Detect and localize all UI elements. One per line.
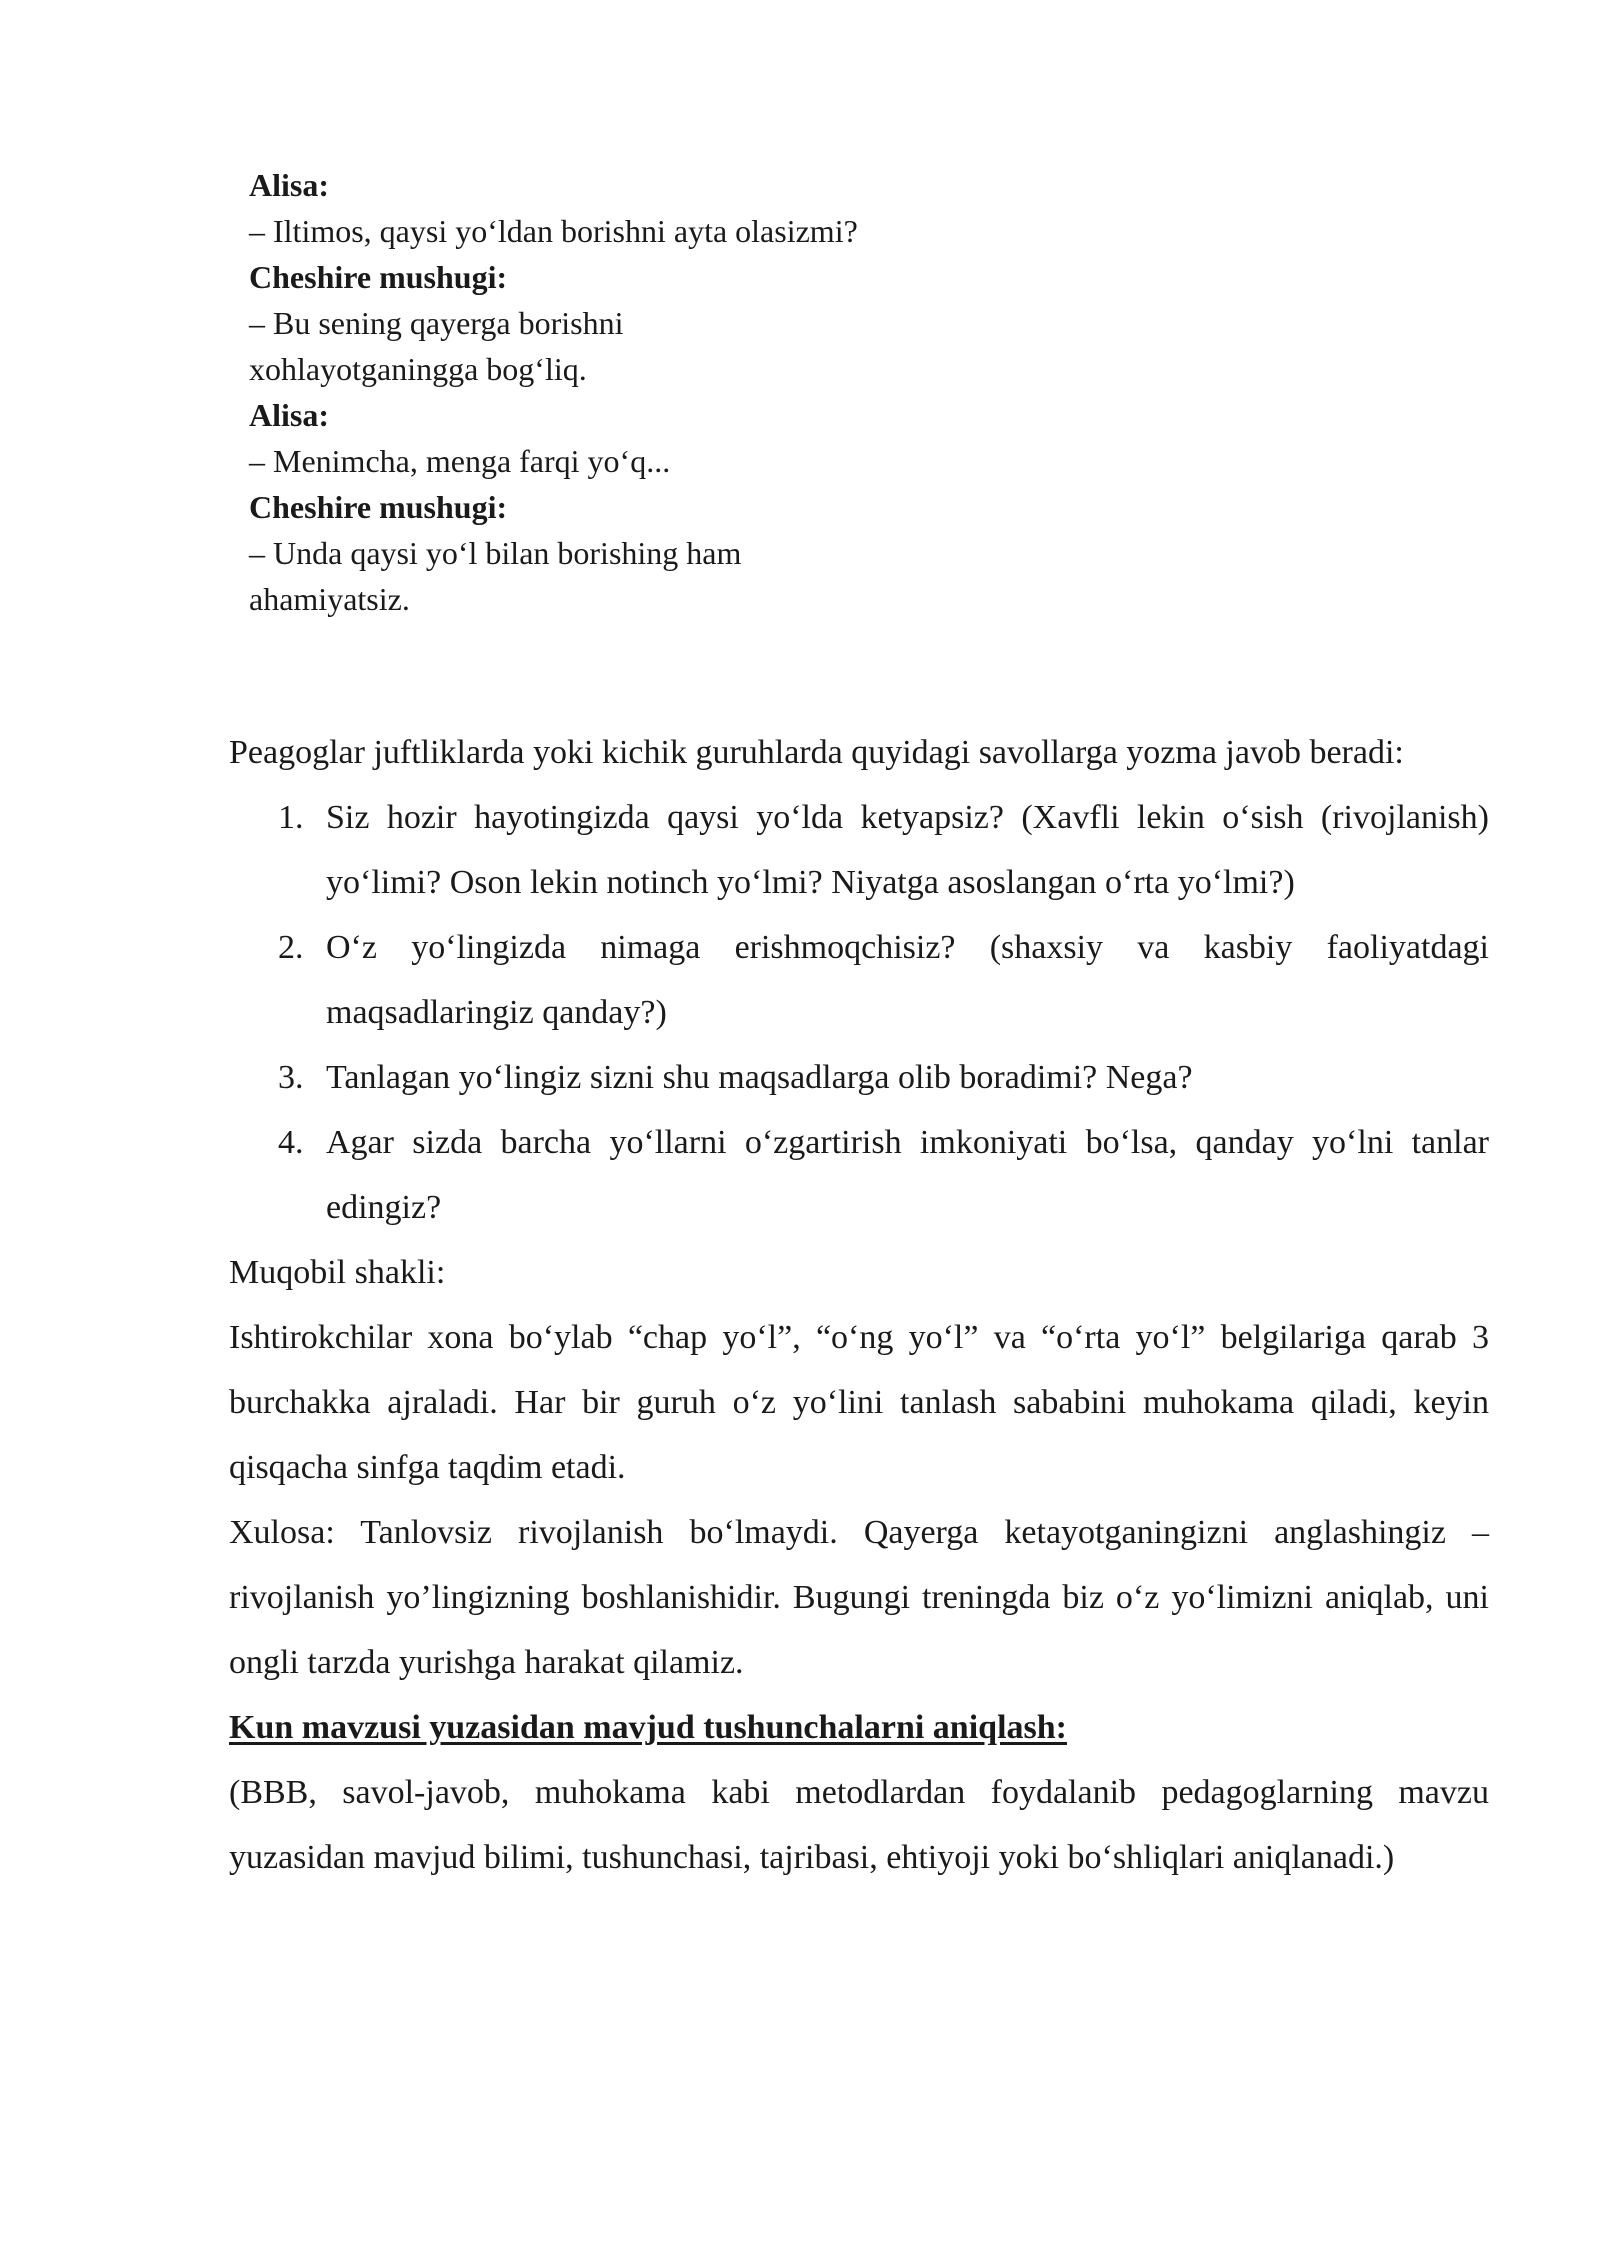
section-heading bbox=[229, 1695, 1489, 1760]
list-item bbox=[278, 1045, 1489, 1110]
list-item-text: Agar sizda barcha yo‘llarni o‘zgartirish imkoniyati bo‘lsa, qanday yo‘lni tanlar edingiz? bbox=[326, 1124, 1489, 1226]
dialogue-speaker: Alisa: bbox=[249, 397, 329, 433]
dialogue-block bbox=[249, 162, 929, 622]
intro-paragraph: Peagoglar juftliklarda yoki kichik guruhlarda quyidagi savollarga yozma javob beradi: bbox=[229, 734, 1404, 771]
dialogue-speaker: Alisa: bbox=[249, 167, 329, 203]
list-number: 4. bbox=[278, 1124, 304, 1161]
final-paragraph: (BBB, savol-javob, muhokama kabi metodlardan foydalanib pedagoglarning mavzu yuzasidan mavjud bilimi, tushunchasi, tajribasi, ehtiyoji yoki bo‘shliqlari aniqlanadi.) bbox=[229, 1774, 1489, 1876]
list-number: 1. bbox=[278, 799, 304, 836]
conclusion-paragraph: Xulosa: Tanlovsiz rivojlanish bo‘lmaydi. Qayerga ketayotganingizni anglashingiz – rivojlanish yo’lingizning boshlanishidir. Bugungi treningda biz o‘z yo‘limizni aniqlab, uni ongli tarzda yurishga harakat qilamiz. bbox=[229, 1514, 1489, 1681]
list-item-text: Siz hozir hayotingizda qaysi yo‘lda ketyapsiz? (Xavfli lekin o‘sish (rivojlanish) yo‘limi? Oson lekin notinch yo‘lmi? Niyatga asoslangan o‘rta yo‘lmi?) bbox=[326, 799, 1489, 901]
list-item-text: O‘z yo‘lingizda nimaga erishmoqchisiz? (shaxsiy va kasbiy faoliyatdagi maqsadlaringiz qanday?) bbox=[326, 929, 1489, 1031]
questions-list bbox=[229, 785, 1489, 1240]
list-number: 3. bbox=[278, 1059, 304, 1096]
dialogue-line: – Unda qaysi yo‘l bilan borishing ham bbox=[249, 535, 742, 571]
list-item bbox=[278, 785, 1489, 915]
dialogue-speaker: Cheshire mushugi: bbox=[249, 489, 508, 525]
dialogue-line: – Bu sening qayerga borishni bbox=[249, 305, 624, 341]
list-item bbox=[278, 915, 1489, 1045]
dialogue-line: – Menimcha, menga farqi yo‘q... bbox=[249, 443, 671, 479]
dialogue-line: – Iltimos, qaysi yo‘ldan borishni ayta olasizmi? bbox=[249, 213, 858, 249]
dialogue-line: xohlayotganingga bog‘liq. bbox=[249, 351, 587, 387]
main-content bbox=[229, 720, 1489, 1890]
list-item-text: Tanlagan yo‘lingiz sizni shu maqsadlarga olib boradimi? Nega? bbox=[326, 1059, 1193, 1096]
list-item bbox=[278, 1110, 1489, 1240]
dialogue-speaker: Cheshire mushugi: bbox=[249, 259, 508, 295]
dialogue-line: ahamiyatsiz. bbox=[249, 581, 410, 617]
list-number: 2. bbox=[278, 929, 304, 966]
section-heading-text: Kun mavzusi yuzasidan mavjud tushunchalarni aniqlash: bbox=[229, 1709, 1067, 1746]
alternative-label: Muqobil shakli: bbox=[229, 1254, 446, 1291]
alternative-paragraph: Ishtirokchilar xona bo‘ylab “chap yo‘l”, “o‘ng yo‘l” va “o‘rta yo‘l” belgilariga qarab 3 burchakka ajraladi. Har bir guruh o‘z yo‘lini tanlash sababini muhokama qiladi, keyin qisqacha sinfga taqdim etadi. bbox=[229, 1319, 1489, 1486]
